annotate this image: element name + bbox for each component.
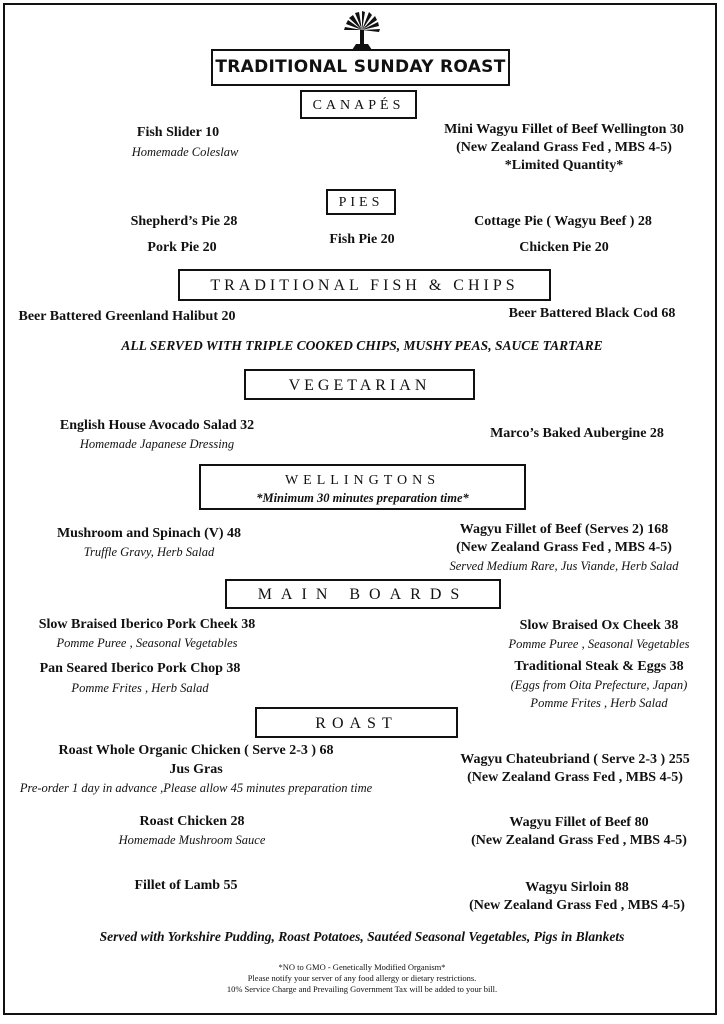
- menu-item-cottage-pie: Cottage Pie ( Wagyu Beef ) 28: [474, 214, 652, 229]
- menu-item-chateaubriand: Wagyu Chateubriand ( Serve 2-3 ) 255: [460, 752, 690, 767]
- section-heading-pies: PIES: [326, 189, 396, 215]
- menu-item-detail: Jus Gras: [169, 762, 223, 777]
- menu-item-avocado-salad: English House Avocado Salad 32: [59, 418, 255, 433]
- menu-item-pork-pie: Pork Pie 20: [147, 240, 217, 255]
- footer-service-charge: 10% Service Charge and Prevailing Government Tax will be added to your bill.: [226, 984, 498, 994]
- section-heading-wellingtons: WELLINGTONS: [284, 473, 441, 488]
- menu-item-pork-chop: Pan Seared Iberico Pork Chop 38: [39, 661, 241, 676]
- footer: [0, 962, 724, 995]
- section-heading-wellingtons-box: [199, 464, 526, 510]
- fish-chips-note: ALL SERVED WITH TRIPLE COOKED CHIPS, MUSHY PEAS, SAUCE TARTARE: [121, 338, 603, 353]
- palm-logo-icon: [338, 10, 386, 52]
- menu-item-ox-cheek: Slow Braised Ox Cheek 38: [519, 618, 679, 633]
- menu-item-desc: Pomme Puree , Seasonal Vegetables: [508, 637, 690, 651]
- menu-item-detail: *Limited Quantity*: [504, 158, 624, 173]
- menu-item-detail: (New Zealand Grass Fed , MBS 4-5): [456, 540, 672, 555]
- menu-item-desc: Pomme Frites , Herb Salad: [530, 696, 668, 710]
- menu-item-desc: Homemade Japanese Dressing: [79, 437, 235, 451]
- menu-item-desc: Pre-order 1 day in advance ,Please allow 45 minutes preparation time: [19, 781, 373, 795]
- menu-item-detail: (New Zealand Grass Fed , MBS 4-5): [456, 140, 672, 155]
- menu-item-black-cod: Beer Battered Black Cod 68: [508, 306, 676, 321]
- section-subheading: *Minimum 30 minutes preparation time*: [256, 491, 469, 505]
- menu-item-desc: Pomme Frites , Herb Salad: [71, 681, 209, 695]
- menu-item-aubergine: Marco’s Baked Aubergine 28: [490, 426, 664, 441]
- menu-item-detail: (New Zealand Grass Fed , MBS 4-5): [469, 898, 685, 913]
- menu-item-fish-slider: Fish Slider 10: [136, 125, 220, 140]
- roast-note: Served with Yorkshire Pudding, Roast Potatoes, Sautéed Seasonal Vegetables, Pigs in Blankets: [99, 929, 625, 944]
- menu-item-detail: (New Zealand Grass Fed , MBS 4-5): [467, 770, 683, 785]
- menu-item-desc: Truffle Gravy, Herb Salad: [83, 545, 215, 559]
- section-heading-roast: ROAST: [255, 707, 458, 738]
- menu-item-mushroom-wellington: Mushroom and Spinach (V) 48: [56, 526, 242, 541]
- menu-item-desc: (Eggs from Oita Prefecture, Japan): [510, 678, 688, 692]
- section-heading-fish-chips: TRADITIONAL FISH & CHIPS: [178, 269, 551, 301]
- menu-item-desc: Served Medium Rare, Jus Viande, Herb Salad: [449, 559, 679, 573]
- menu-item-steak-eggs: Traditional Steak & Eggs 38: [514, 659, 684, 674]
- menu-item-wagyu-wellington-large: Wagyu Fillet of Beef (Serves 2) 168: [459, 522, 669, 537]
- page-title: TRADITIONAL SUNDAY ROAST: [215, 57, 506, 77]
- menu-item-shepherds-pie: Shepherd’s Pie 28: [130, 214, 238, 229]
- footer-allergy: Please notify your server of any food allergy or dietary restrictions.: [247, 973, 477, 983]
- menu-item-desc: Pomme Puree , Seasonal Vegetables: [56, 636, 238, 650]
- section-heading-canapes: CANAPÉS: [300, 90, 417, 119]
- menu-item-whole-chicken: Roast Whole Organic Chicken ( Serve 2-3 ) 68: [58, 743, 334, 758]
- menu-item-fish-pie: Fish Pie 20: [329, 232, 395, 247]
- menu-item-lamb: Fillet of Lamb 55: [134, 878, 238, 893]
- menu-item-halibut: Beer Battered Greenland Halibut 20: [18, 309, 236, 324]
- section-heading-vegetarian: VEGETARIAN: [244, 369, 475, 400]
- menu-item-sirloin: Wagyu Sirloin 88: [525, 880, 629, 895]
- section-heading-main-boards: MAIN BOARDS: [225, 579, 501, 609]
- footer-gmo: *NO to GMO - Genetically Modified Organism*: [278, 962, 446, 972]
- title-box: [211, 49, 510, 86]
- menu-item-pork-cheek: Slow Braised Iberico Pork Cheek 38: [38, 617, 256, 632]
- menu-item-roast-chicken: Roast Chicken 28: [139, 814, 245, 829]
- menu-item-chicken-pie: Chicken Pie 20: [519, 240, 609, 255]
- menu-item-desc: Homemade Mushroom Sauce: [118, 833, 266, 847]
- menu-item-desc: Homemade Coleslaw: [131, 145, 239, 159]
- menu-item-wagyu-fillet: Wagyu Fillet of Beef 80: [509, 815, 649, 830]
- menu-item-wagyu-wellington: Mini Wagyu Fillet of Beef Wellington 30: [444, 122, 684, 137]
- menu-item-detail: (New Zealand Grass Fed , MBS 4-5): [471, 833, 687, 848]
